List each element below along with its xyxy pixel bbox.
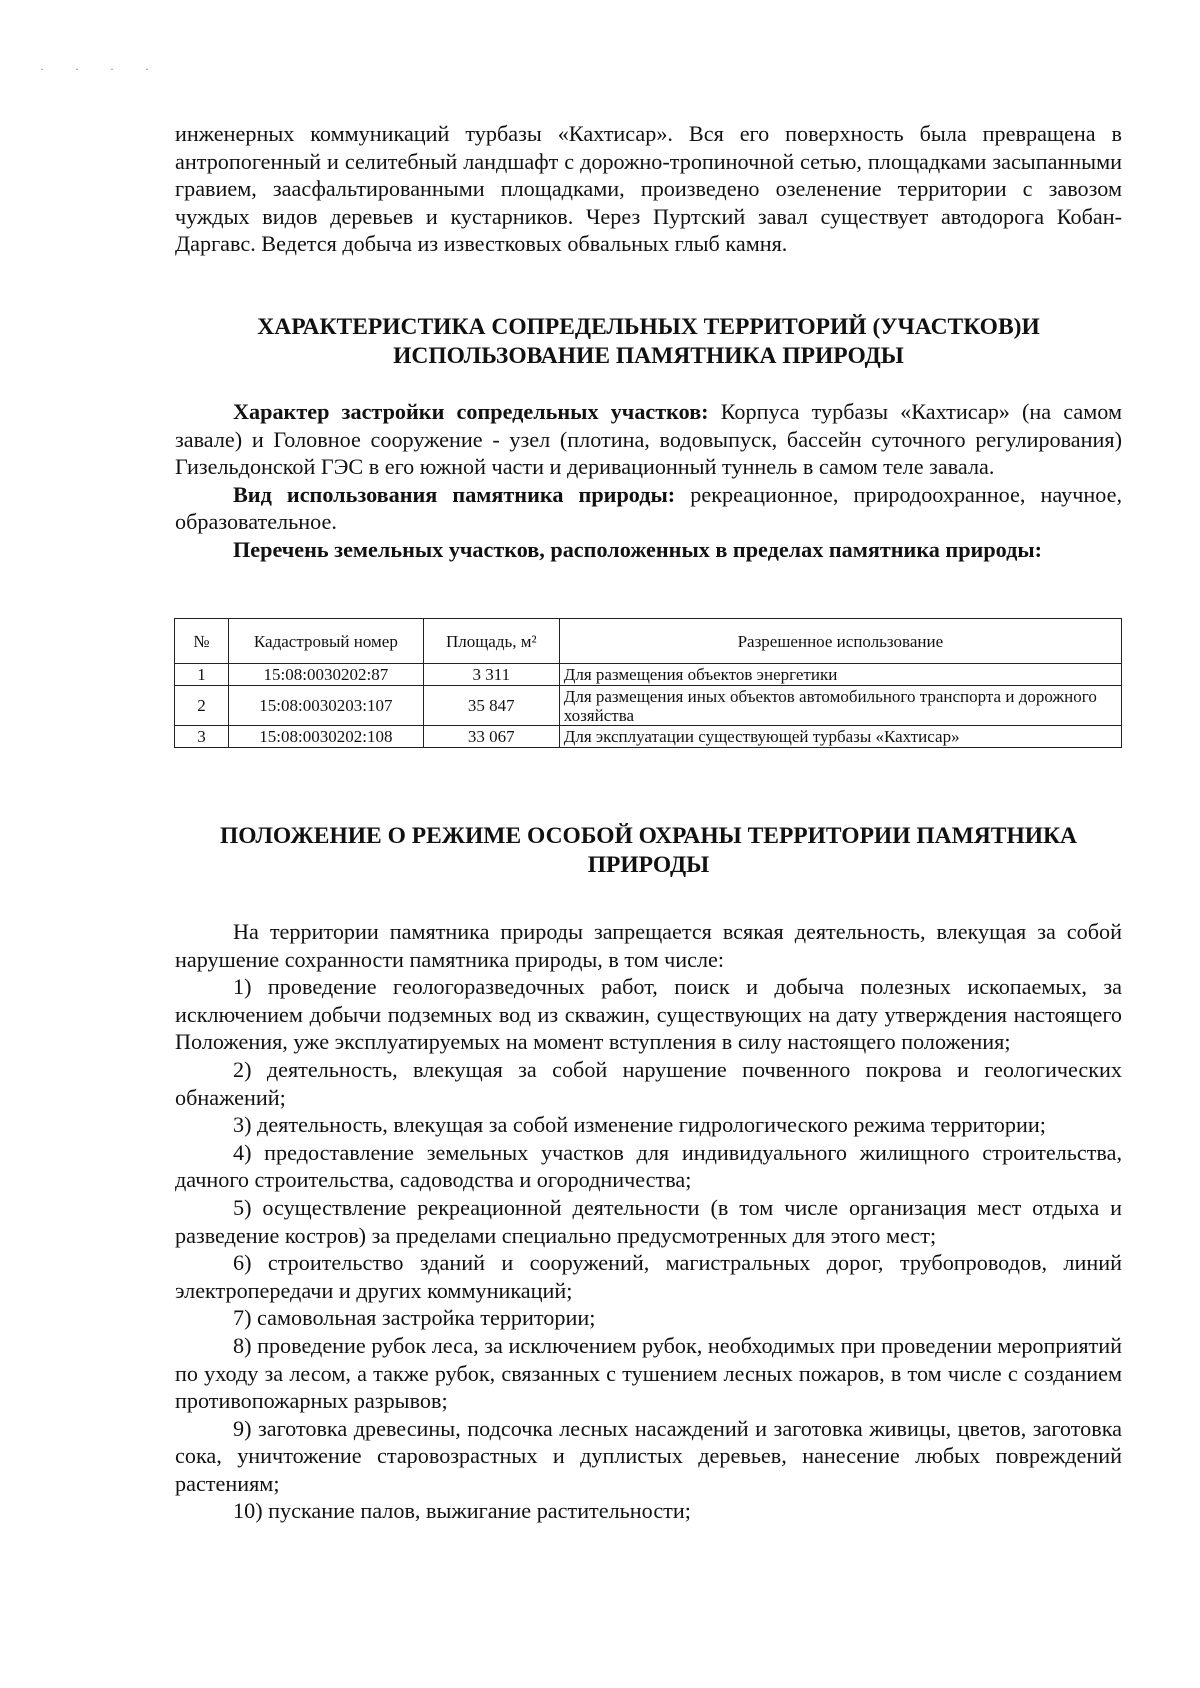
parcels-list-title bbox=[175, 536, 1122, 564]
header-cadastral: Кадастровый номер bbox=[228, 619, 423, 664]
row-num: 3 bbox=[175, 726, 229, 748]
row-usage: Для размещения объектов энергетики bbox=[559, 664, 1121, 686]
row-usage: Для размещения иных объектов автомобильного транспорта и дорожного хозяйства bbox=[559, 686, 1121, 726]
intro-paragraph: инженерных коммуникаций турбазы «Кахтисар». Вся его поверхность была превращена в антропогенный и селитебный ландшафт с дорожно-тропиночной сетью, площадками засыпанными гравием, заасфальтированными площадками, произведено озеленение территории с завозом чуждых видов деревьев и кустарников. Через Пуртский завал существует автодорога Кобан-Даргавс. Ведется добыча из известковых обвальных глыб камня. bbox=[175, 121, 1122, 257]
header-num: № bbox=[175, 619, 229, 664]
development-text: Корпуса турбазы «Кахтисар» (на самом завале) и Головное сооружение - узел (плотина, водовыпуск, бассейн суточного регулирования) Гизельдонской ГЭС в его южной части и деривационный туннель в самом теле завала. bbox=[175, 399, 1122, 480]
section2-heading bbox=[175, 822, 1122, 880]
row-num: 2 bbox=[175, 686, 229, 726]
section2-body bbox=[175, 918, 1122, 1525]
list-item: 7) самовольная застройка территории; bbox=[233, 1305, 596, 1331]
list-item: 5) осуществление рекреационной деятельности (в том числе организация мест отдыха и разведение костров) за пределами специально предусмотренных для этого мест; bbox=[175, 1194, 1122, 1248]
list-item: 3) деятельность, влекущая за собой изменение гидрологического режима территории; bbox=[233, 1112, 1046, 1138]
usage-label: Вид использования памятника природы: bbox=[233, 481, 676, 507]
intro-block bbox=[175, 120, 1122, 258]
section1-heading-line2: ИСПОЛЬЗОВАНИЕ ПАМЯТНИКА ПРИРОДЫ bbox=[393, 343, 904, 369]
development-label: Характер застройки сопредельных участков: bbox=[233, 399, 709, 424]
row-usage: Для эксплуатации существующей турбазы «Кахтисар» bbox=[559, 726, 1121, 748]
table-row bbox=[175, 686, 1122, 726]
regime-intro: На территории памятника природы запрещается всякая деятельность, влекущая за собой нарушение сохранности памятника природы, в том числе: bbox=[175, 919, 1122, 972]
development-paragraph bbox=[175, 398, 1122, 481]
table-row bbox=[175, 726, 1122, 748]
usage-text: рекреационное, природоохранное, научное, образовательное. bbox=[175, 481, 1122, 535]
row-area: 35 847 bbox=[423, 686, 559, 726]
list-item: 6) строительство зданий и сооружений, магистральных дорог, трубопроводов, линий электропередачи и других коммуникаций; bbox=[175, 1250, 1122, 1303]
row-cadastral: 15:08:0030202:108 bbox=[228, 726, 423, 748]
section1-body bbox=[175, 398, 1122, 564]
list-item: 9) заготовка древесины, подсочка лесных насаждений и заготовка живицы, цветов, заготовка сока, уничтожение старовозрастных и дуплистых деревьев, нанесение любых повреждений растениям; bbox=[175, 1415, 1122, 1496]
list-item: 2) деятельность, влекущая за собой нарушение почвенного покрова и геологических обнажений; bbox=[175, 1056, 1122, 1110]
table-row bbox=[175, 664, 1122, 686]
section1-heading bbox=[175, 313, 1122, 371]
list-item: 10) пускание палов, выжигание растительности; bbox=[233, 1498, 691, 1524]
section2-heading-line2: ПРИРОДЫ bbox=[587, 852, 710, 878]
row-area: 3 311 bbox=[423, 664, 559, 686]
row-area: 33 067 bbox=[423, 726, 559, 748]
header-area: Площадь, м² bbox=[423, 619, 559, 664]
section1-heading-line1: ХАРАКТЕРИСТИКА СОПРЕДЕЛЬНЫХ ТЕРРИТОРИЙ (УЧАСТКОВ)И bbox=[257, 314, 1040, 340]
parcels-list-label: Перечень земельных участков, расположенных в пределах памятника природы: bbox=[233, 536, 1043, 562]
list-item: 1) проведение геологоразведочных работ, поиск и добыча полезных ископаемых, за исключением добычи подземных вод из скважин, существующих на дату утверждения настоящего Положения, уже эксплуатируемых на момент вступления в силу настоящего положения; bbox=[175, 974, 1122, 1055]
parcels-table bbox=[174, 618, 1122, 748]
list-item: 8) проведение рубок леса, за исключением рубок, необходимых при проведении мероприятий по уходу за лесом, а также рубок, связанных с тушением лесных пожаров, в том числе с созданием противопожарных разрывов; bbox=[175, 1332, 1122, 1414]
list-item: 4) предоставление земельных участков для индивидуального жилищного строительства, дачного строительства, садоводства и огородничества; bbox=[175, 1139, 1122, 1193]
scan-artifact: · · · · bbox=[40, 62, 163, 76]
header-usage: Разрешенное использование bbox=[559, 619, 1121, 664]
table-header-row bbox=[175, 619, 1122, 664]
usage-paragraph bbox=[175, 481, 1122, 536]
row-cadastral: 15:08:0030202:87 bbox=[228, 664, 423, 686]
row-num: 1 bbox=[175, 664, 229, 686]
row-cadastral: 15:08:0030203:107 bbox=[228, 686, 423, 726]
section2-heading-line1: ПОЛОЖЕНИЕ О РЕЖИМЕ ОСОБОЙ ОХРАНЫ ТЕРРИТОРИИ ПАМЯТНИКА bbox=[219, 823, 1078, 849]
